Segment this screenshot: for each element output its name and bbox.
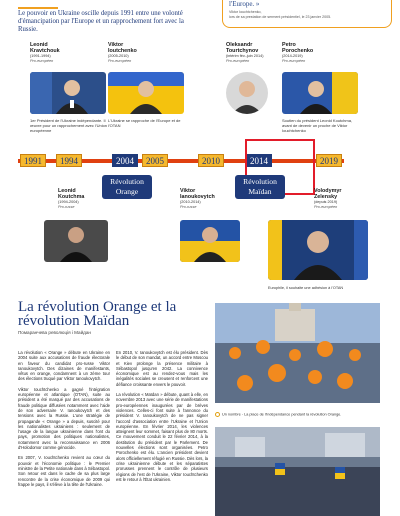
photo-tourtchynov	[226, 72, 268, 114]
paragraph: La révolution « Maïdan » débute, quant à elle, en novembre 2013 avec une série de manifestations pro-européennes inaugurées par de brèves violences. Celles-ci font suite à l'annonce du président V. Ianoukovytch de ne pas signer l'accord d'association entre l'Ukraine et l'Union européenne. En février 2014, les violences atteignent leur sommet, faisant plus de 80 morts. Ce mouvement conduit le 22 février 2014, à la destitution du président par le Parlement. De nouvelles élections sont organisées. Petro Porochenko est élu. L'ancien président devient alors officiellement réfugié en Russie. Dès lors, la crise ukrainienne débute et les séparatistes prorusses prennent le contrôle de plusieurs régions de l'est de l'Ukraine, Viktor Iouchtchenko est le retour à l'État ukrainien.	[116, 392, 208, 482]
leader-koutchma: Leonid Koutchma (1994-2004) Pro-russe	[58, 188, 85, 209]
year-2005: 2005	[142, 154, 168, 167]
photo-orange-revolution	[215, 303, 380, 403]
leader-tourtchynov: Oleksandr Tourtchynov (intérim fév.-juin 2014) Pro-européen	[226, 42, 264, 63]
year-2004: 2004	[112, 154, 138, 167]
intro-text: Le pouvoir en Ukraine oscille depuis 1991 entre une volonté d'émancipation par l'Europe et un rapprochement fort avec la Russie.	[18, 10, 198, 34]
caption-marker-icon	[215, 412, 220, 417]
paragraph: En 2007, V. Iouchtchenko revient au cœur du pouvoir et l'économie politique : le Premier ministre de la Petite nationale dans à Sébastopol. Son retour est dans le cadre de sa plus large rencontre de la crise économique de 2009 qui frappe le pays, il s'élève à la tête de l'Ukraine.	[18, 455, 110, 487]
photo-ioutchenko	[108, 72, 184, 114]
caption-kravtchouk: 1er Président de l'Ukraine indépendante. Il œuvre pour un rapprochement avec l'Union européenne	[30, 118, 108, 133]
caption-zelensky: Europhile, il souhaite une adhésion à l'OTAN	[268, 286, 344, 290]
leader-ianoukovytch: Viktor Ianoukovytch (2010-2014) Pro-russe	[180, 188, 215, 209]
revolution-orange-label: Révolution Orange	[102, 175, 152, 199]
section-title: La révolution Orange et la révolution Maïdan	[18, 299, 177, 329]
section-subtitle: Помаранчева революція і Майдан	[18, 330, 91, 335]
photo-porochenko	[282, 72, 358, 114]
year-2010: 2010	[198, 154, 224, 167]
paragraph: En 2010, V. Ianoukovytch est élu président. Dès le début de son mandat, un accord entre Moscou et Kiev prolonge la présence militaire à Sébastopol jusqu'en 2042. La connivence économique est au rendez-vous mais les inégalités sociales se creusent et renforcent une défiance croissante envers le pouvoir.	[116, 350, 208, 387]
year-1991: 1991	[20, 154, 46, 167]
quote-attribution: Viktor Iouchtchenko, lors de sa prestation de serment présidentiel, le 23 janvier 2005.	[229, 10, 332, 19]
photo-kravtchouk	[30, 72, 106, 114]
photo-zelensky	[268, 220, 368, 280]
caption-porochenko: Soutien du président Leonid Koutchma, avant de devenir un proche de Viktor Iouchtchenko	[282, 118, 353, 133]
leader-zelensky: Volodymyr Zelensky (depuis 2019) Pro-européen	[314, 188, 342, 209]
leader-porochenko: Petro Porochenko (2014-2019) Pro-européen	[282, 42, 314, 63]
year-2019: 2019	[316, 154, 342, 167]
leader-kravtchouk	[30, 42, 110, 64]
text-column-2	[116, 350, 208, 487]
quote-text: l'Europe. »	[229, 0, 260, 8]
quote-box	[222, 0, 392, 28]
paragraph: Viktor Iouchtchenko a gagné l'intégration européenne et atlantique (OTAN), suite au président a été marqué par des accusations de fraude politique diffusées notamment avec l'aide de son adversaire V. Ianoukovytch et des tensions avec la Russie. L'une stratégie de propagande « Orange » a depuis, suscité pour les nationalistes ukrainiens : seulement de l'usage de la langue ukrainienne dans l'ont du pays, promotion des politiques nationalistes, notamment avec la reconnaissance en 2006 d'Holodomor comme génocide.	[18, 386, 110, 451]
photo-ianoukovytch	[180, 220, 240, 262]
photo-maidan	[215, 427, 380, 516]
leader-name: Leonid Kravtchouk	[30, 42, 60, 54]
revolution-maidan-label: Révolution Maïdan	[235, 175, 285, 199]
leader-dates: (1991-1994)	[30, 54, 51, 58]
paragraph: La révolution « Orange » débute en Ukraine en 2004 suite aux accusations de fraude électorale en faveur du candidat pro-russe Viktor Ianoukovytch. Des dizaines de manifestants, vêtus en orange, condamnent à un 2ème tour des élections truqué par Viktor Ianoukovytch.	[18, 350, 110, 382]
text-column-1	[18, 350, 110, 492]
leader-tag: Pro-européen	[30, 59, 54, 63]
year-1994: 1994	[56, 154, 82, 167]
hero-caption: Un nombre - La place de l'indépendance pendant la révolution Orange.	[215, 412, 380, 417]
photo-koutchma	[44, 220, 108, 262]
caption-ioutchenko: L'Ukraine se rapproche de l'Europe et de l'OTAN	[108, 118, 181, 128]
year-2014: 2014	[246, 154, 272, 167]
leader-ioutchenko: Viktor Ioutchenko (2005-2010) Pro-européen	[108, 42, 137, 63]
